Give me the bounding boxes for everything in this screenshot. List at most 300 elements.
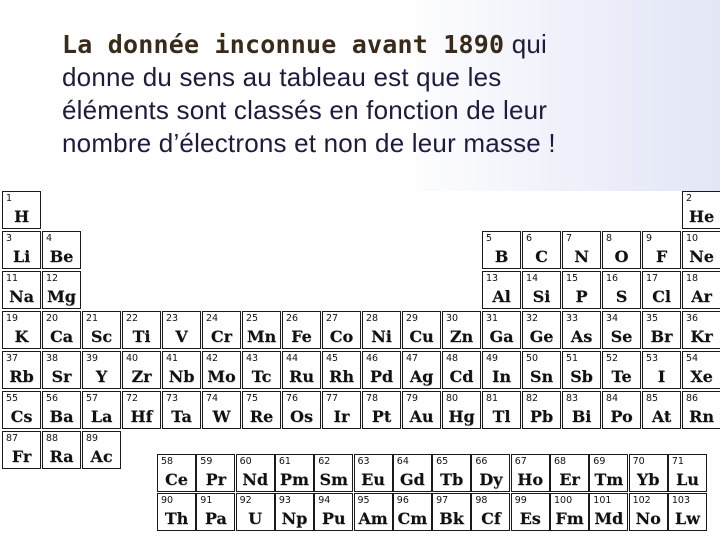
element-symbol: Np: [281, 509, 308, 528]
atomic-number: 41: [166, 353, 179, 364]
element-cell-ta: [162, 391, 201, 429]
lanthanide-cell-yb: [629, 454, 668, 492]
atomic-number: 35: [646, 313, 659, 324]
atomic-number: 40: [126, 353, 139, 364]
atomic-number: 97: [436, 495, 449, 506]
lanthanide-cell-er: [550, 454, 589, 492]
actinide-cell-cf: [471, 493, 510, 531]
atomic-number: 103: [671, 495, 691, 506]
element-cell-sn: [522, 351, 561, 389]
element-symbol: Hg: [448, 407, 475, 426]
element-cell-rb: [2, 351, 41, 389]
element-symbol: O: [614, 247, 629, 266]
lanthanide-cell-sm: [314, 454, 353, 492]
element-symbol: Po: [610, 407, 633, 426]
element-symbol: Li: [12, 247, 31, 266]
text-line-2: donne du sens au tableau est que les: [62, 62, 502, 93]
atomic-number: 79: [406, 393, 419, 404]
atomic-number: 98: [475, 495, 488, 506]
element-cell-fr: [2, 431, 41, 469]
element-symbol: Na: [9, 287, 34, 306]
element-symbol: Ne: [689, 247, 714, 266]
atomic-number: 93: [278, 495, 291, 506]
element-symbol: Gd: [399, 470, 425, 489]
element-cell-rh: [322, 351, 361, 389]
title-rest: qui: [504, 29, 548, 59]
element-symbol: Os: [290, 407, 313, 426]
atomic-number: 18: [686, 273, 699, 284]
element-symbol: Co: [329, 327, 354, 346]
element-symbol: Pr: [205, 470, 227, 489]
element-cell-w: [202, 391, 241, 429]
element-cell-o: [602, 231, 641, 269]
element-cell-tc: [242, 351, 281, 389]
lanthanide-cell-tb: [432, 454, 471, 492]
element-symbol: Rb: [9, 367, 34, 386]
element-symbol: Nd: [242, 470, 268, 489]
actinide-cell-lw: [668, 493, 707, 531]
element-symbol: V: [175, 327, 188, 346]
atomic-number: 82: [526, 393, 539, 404]
atomic-number: 49: [486, 353, 499, 364]
element-cell-hg: [442, 391, 481, 429]
atomic-number: 73: [166, 393, 179, 404]
element-cell-po: [602, 391, 641, 429]
element-cell-tl: [482, 391, 521, 429]
actinide-cell-bk: [432, 493, 471, 531]
element-symbol: Ac: [90, 447, 113, 466]
atomic-number: 52: [606, 353, 619, 364]
atomic-number: 29: [406, 313, 419, 324]
lanthanide-cell-ce: [157, 454, 196, 492]
element-symbol: Xe: [690, 367, 713, 386]
element-cell-cu: [402, 311, 441, 349]
element-symbol: Ti: [132, 327, 151, 346]
element-cell-ca: [42, 311, 81, 349]
element-symbol: Cl: [652, 287, 671, 306]
element-symbol: Fm: [555, 509, 584, 528]
element-symbol: Ir: [333, 407, 350, 426]
atomic-number: 45: [326, 353, 339, 364]
element-cell-p: [562, 271, 601, 309]
atomic-number: 47: [406, 353, 419, 364]
atomic-number: 102: [632, 495, 651, 506]
element-symbol: As: [570, 327, 593, 346]
atomic-number: 5: [486, 233, 493, 244]
element-symbol: Sm: [319, 470, 348, 489]
atomic-number: 17: [646, 273, 659, 284]
element-symbol: Mn: [246, 327, 277, 346]
element-symbol: Cr: [210, 327, 233, 346]
element-symbol: Pd: [369, 367, 394, 386]
element-cell-sb: [562, 351, 601, 389]
atomic-number: 32: [526, 313, 539, 324]
actinide-cell-md: [589, 493, 628, 531]
element-cell-xe: [682, 351, 720, 389]
atomic-number: 94: [318, 495, 331, 506]
lanthanide-cell-lu: [668, 454, 707, 492]
element-symbol: Bk: [439, 509, 464, 528]
element-symbol: Md: [594, 509, 624, 528]
element-cell-zr: [122, 351, 161, 389]
atomic-number: 69: [593, 456, 606, 467]
actinide-cell-cm: [393, 493, 432, 531]
element-symbol: Ce: [165, 470, 188, 489]
element-symbol: Es: [519, 509, 541, 528]
atomic-number: 77: [326, 393, 339, 404]
element-symbol: Rh: [329, 367, 354, 386]
element-symbol: Pu: [321, 509, 346, 528]
element-cell-ge: [522, 311, 561, 349]
element-symbol: Cf: [481, 509, 501, 528]
atomic-number: 50: [526, 353, 539, 364]
atomic-number: 4: [46, 233, 53, 244]
text-line-4: nombre d’électrons et non de leur masse !: [62, 128, 556, 159]
atomic-number: 66: [475, 456, 488, 467]
element-cell-pb: [522, 391, 561, 429]
lanthanide-cell-eu: [354, 454, 393, 492]
actinide-cell-no: [629, 493, 668, 531]
element-symbol: Tl: [492, 407, 511, 426]
atomic-number: 25: [246, 313, 259, 324]
element-symbol: Cu: [409, 327, 434, 346]
element-symbol: Nb: [168, 367, 195, 386]
element-symbol: Ga: [489, 327, 514, 346]
element-cell-ba: [42, 391, 81, 429]
atomic-number: 72: [126, 393, 139, 404]
element-cell-ti: [122, 311, 161, 349]
lanthanide-cell-dy: [471, 454, 510, 492]
atomic-number: 19: [6, 313, 19, 324]
element-symbol: Cm: [397, 509, 428, 528]
atomic-number: 1: [6, 193, 13, 204]
element-symbol: Tc: [251, 367, 272, 386]
element-symbol: Be: [49, 247, 74, 266]
element-cell-ir: [322, 391, 361, 429]
element-symbol: Tm: [594, 470, 624, 489]
element-symbol: Si: [532, 287, 551, 306]
lanthanide-cell-pr: [196, 454, 235, 492]
element-cell-zn: [442, 311, 481, 349]
element-cell-cl: [642, 271, 681, 309]
atomic-number: 89: [86, 433, 99, 444]
element-symbol: Pa: [204, 509, 227, 528]
atomic-number: 59: [200, 456, 213, 467]
element-cell-ne: [682, 231, 720, 269]
atomic-number: 91: [200, 495, 213, 506]
atomic-number: 75: [246, 393, 259, 404]
element-symbol: Ca: [49, 327, 74, 346]
element-symbol: K: [14, 327, 29, 346]
element-cell-cs: [2, 391, 41, 429]
atomic-number: 53: [646, 353, 659, 364]
actinide-cell-fm: [550, 493, 589, 531]
element-symbol: W: [212, 407, 231, 426]
atomic-number: 81: [486, 393, 499, 404]
element-cell-kr: [682, 311, 720, 349]
element-symbol: Lw: [674, 509, 700, 528]
element-cell-al: [482, 271, 521, 309]
element-symbol: Ho: [517, 470, 544, 489]
element-cell-mo: [202, 351, 241, 389]
element-cell-hf: [122, 391, 161, 429]
lanthanide-cell-pm: [275, 454, 314, 492]
atomic-number: 46: [366, 353, 379, 364]
element-symbol: U: [248, 509, 263, 528]
element-cell-ga: [482, 311, 521, 349]
atomic-number: 70: [632, 456, 645, 467]
atomic-number: 87: [6, 433, 19, 444]
element-cell-ra: [42, 431, 81, 469]
element-cell-li: [2, 231, 41, 269]
element-symbol: Ag: [409, 367, 434, 386]
atomic-number: 44: [286, 353, 299, 364]
element-cell-at: [642, 391, 681, 429]
lanthanide-cell-nd: [236, 454, 275, 492]
element-cell-ar: [682, 271, 720, 309]
element-symbol: Cd: [449, 367, 474, 386]
atomic-number: 48: [446, 353, 459, 364]
element-symbol: Zn: [449, 327, 474, 346]
atomic-number: 100: [554, 495, 573, 506]
element-symbol: At: [651, 407, 672, 426]
element-cell-ni: [362, 311, 401, 349]
title-highlight: La donnée inconnue avant 1890: [62, 30, 505, 59]
element-cell-mg: [42, 271, 81, 309]
element-cell-b: [482, 231, 521, 269]
atomic-number: 88: [46, 433, 59, 444]
element-cell-se: [602, 311, 641, 349]
element-cell-sr: [42, 351, 81, 389]
atomic-number: 15: [566, 273, 579, 284]
element-cell-si: [522, 271, 561, 309]
element-cell-fe: [282, 311, 321, 349]
element-cell-mn: [242, 311, 281, 349]
atomic-number: 33: [566, 313, 579, 324]
atomic-number: 64: [396, 456, 409, 467]
element-cell-n: [562, 231, 601, 269]
atomic-number: 51: [566, 353, 579, 364]
element-symbol: Tb: [440, 470, 464, 489]
element-cell-c: [522, 231, 561, 269]
atomic-number: 6: [526, 233, 533, 244]
actinide-cell-am: [354, 493, 393, 531]
element-symbol: C: [535, 247, 548, 266]
element-symbol: La: [90, 407, 113, 426]
atomic-number: 68: [554, 456, 567, 467]
element-cell-h: [2, 191, 41, 229]
atomic-number: 8: [606, 233, 613, 244]
element-symbol: H: [13, 207, 30, 226]
element-symbol: Sr: [51, 367, 72, 386]
element-cell-au: [402, 391, 441, 429]
atomic-number: 83: [566, 393, 579, 404]
atomic-number: 63: [357, 456, 370, 467]
element-symbol: Mg: [47, 287, 76, 306]
element-symbol: Eu: [361, 470, 385, 489]
element-symbol: Ra: [49, 447, 74, 466]
element-symbol: Pt: [371, 407, 392, 426]
element-symbol: Sb: [570, 367, 593, 386]
atomic-number: 28: [366, 313, 379, 324]
atomic-number: 61: [278, 456, 291, 467]
element-cell-k: [2, 311, 41, 349]
element-symbol: B: [494, 247, 509, 266]
atomic-number: 71: [671, 456, 684, 467]
atomic-number: 92: [239, 495, 252, 506]
atomic-number: 84: [606, 393, 619, 404]
atomic-number: 39: [86, 353, 99, 364]
atomic-number: 65: [436, 456, 449, 467]
atomic-number: 10: [686, 233, 699, 244]
atomic-number: 38: [46, 353, 59, 364]
atomic-number: 95: [357, 495, 370, 506]
lanthanide-cell-gd: [393, 454, 432, 492]
atomic-number: 101: [593, 495, 612, 506]
element-symbol: Pb: [529, 407, 554, 426]
element-symbol: Dy: [479, 470, 503, 489]
element-symbol: Lu: [675, 470, 699, 489]
element-cell-be: [42, 231, 81, 269]
element-symbol: N: [574, 247, 589, 266]
element-symbol: No: [635, 509, 661, 528]
element-symbol: Au: [409, 407, 434, 426]
element-symbol: F: [655, 247, 668, 266]
element-symbol: I: [657, 367, 666, 386]
element-cell-na: [2, 271, 41, 309]
atomic-number: 67: [514, 456, 527, 467]
element-cell-co: [322, 311, 361, 349]
element-symbol: Mo: [207, 367, 236, 386]
atomic-number: 54: [686, 353, 699, 364]
element-symbol: Pm: [279, 470, 309, 489]
atomic-number: 27: [326, 313, 339, 324]
element-symbol: Ba: [49, 407, 74, 426]
element-cell-os: [282, 391, 321, 429]
atomic-number: 16: [606, 273, 619, 284]
element-symbol: Fe: [291, 327, 312, 346]
element-symbol: Ta: [171, 407, 192, 426]
element-cell-br: [642, 311, 681, 349]
element-symbol: Am: [358, 509, 388, 528]
atomic-number: 14: [526, 273, 539, 284]
element-symbol: Y: [95, 367, 108, 386]
periodic-table: [0, 191, 720, 540]
lanthanide-cell-tm: [589, 454, 628, 492]
atomic-number: 2: [686, 193, 693, 204]
element-cell-ru: [282, 351, 321, 389]
atomic-number: 36: [686, 313, 699, 324]
atomic-number: 30: [446, 313, 459, 324]
element-symbol: Rn: [689, 407, 714, 426]
element-symbol: He: [688, 207, 715, 226]
slide-text: [62, 28, 712, 160]
element-symbol: S: [615, 287, 628, 306]
element-symbol: Br: [650, 327, 673, 346]
element-symbol: Ru: [289, 367, 314, 386]
element-cell-s: [602, 271, 641, 309]
element-cell-ag: [402, 351, 441, 389]
element-cell-re: [242, 391, 281, 429]
element-symbol: Kr: [690, 327, 713, 346]
element-symbol: Te: [611, 367, 632, 386]
element-cell-cr: [202, 311, 241, 349]
atomic-number: 85: [646, 393, 659, 404]
element-cell-bi: [562, 391, 601, 429]
element-cell-f: [642, 231, 681, 269]
atomic-number: 31: [486, 313, 499, 324]
element-cell-he: [682, 191, 720, 229]
element-cell-in: [482, 351, 521, 389]
element-symbol: Se: [610, 327, 633, 346]
element-symbol: Ni: [371, 327, 392, 346]
atomic-number: 43: [246, 353, 259, 364]
atomic-number: 90: [161, 495, 174, 506]
atomic-number: 21: [86, 313, 99, 324]
actinide-cell-pa: [196, 493, 235, 531]
element-symbol: Fr: [11, 447, 32, 466]
atomic-number: 76: [286, 393, 299, 404]
atomic-number: 80: [446, 393, 459, 404]
atomic-number: 26: [286, 313, 299, 324]
element-symbol: Sn: [529, 367, 554, 386]
atomic-number: 24: [206, 313, 219, 324]
atomic-number: 34: [606, 313, 619, 324]
element-cell-as: [562, 311, 601, 349]
atomic-number: 99: [514, 495, 527, 506]
atomic-number: 58: [161, 456, 174, 467]
element-symbol: Er: [559, 470, 580, 489]
atomic-number: 78: [366, 393, 379, 404]
atomic-number: 42: [206, 353, 219, 364]
element-cell-pd: [362, 351, 401, 389]
atomic-number: 11: [6, 273, 19, 284]
element-symbol: Ar: [691, 287, 712, 306]
element-symbol: Al: [492, 287, 511, 306]
element-symbol: Yb: [636, 470, 660, 489]
atomic-number: 22: [126, 313, 139, 324]
element-symbol: Th: [164, 509, 189, 528]
lanthanide-cell-ho: [511, 454, 550, 492]
element-symbol: Zr: [131, 367, 152, 386]
element-symbol: Sc: [90, 327, 113, 346]
atomic-number: 57: [86, 393, 99, 404]
atomic-number: 13: [486, 273, 499, 284]
atomic-number: 74: [206, 393, 219, 404]
atomic-number: 37: [6, 353, 19, 364]
atomic-number: 86: [686, 393, 699, 404]
element-cell-la: [82, 391, 121, 429]
atomic-number: 55: [6, 393, 19, 404]
element-cell-cd: [442, 351, 481, 389]
element-cell-pt: [362, 391, 401, 429]
atomic-number: 20: [46, 313, 59, 324]
element-cell-sc: [82, 311, 121, 349]
atomic-number: 23: [166, 313, 179, 324]
text-line-3: éléments sont classés en fonction de leur: [62, 95, 548, 126]
element-cell-nb: [162, 351, 201, 389]
actinide-cell-u: [236, 493, 275, 531]
actinide-cell-pu: [314, 493, 353, 531]
atomic-number: 56: [46, 393, 59, 404]
atomic-number: 9: [646, 233, 653, 244]
element-cell-te: [602, 351, 641, 389]
element-symbol: P: [575, 287, 588, 306]
element-symbol: Ge: [529, 327, 554, 346]
atomic-number: 60: [239, 456, 252, 467]
atomic-number: 3: [6, 233, 13, 244]
element-symbol: Cs: [10, 407, 33, 426]
